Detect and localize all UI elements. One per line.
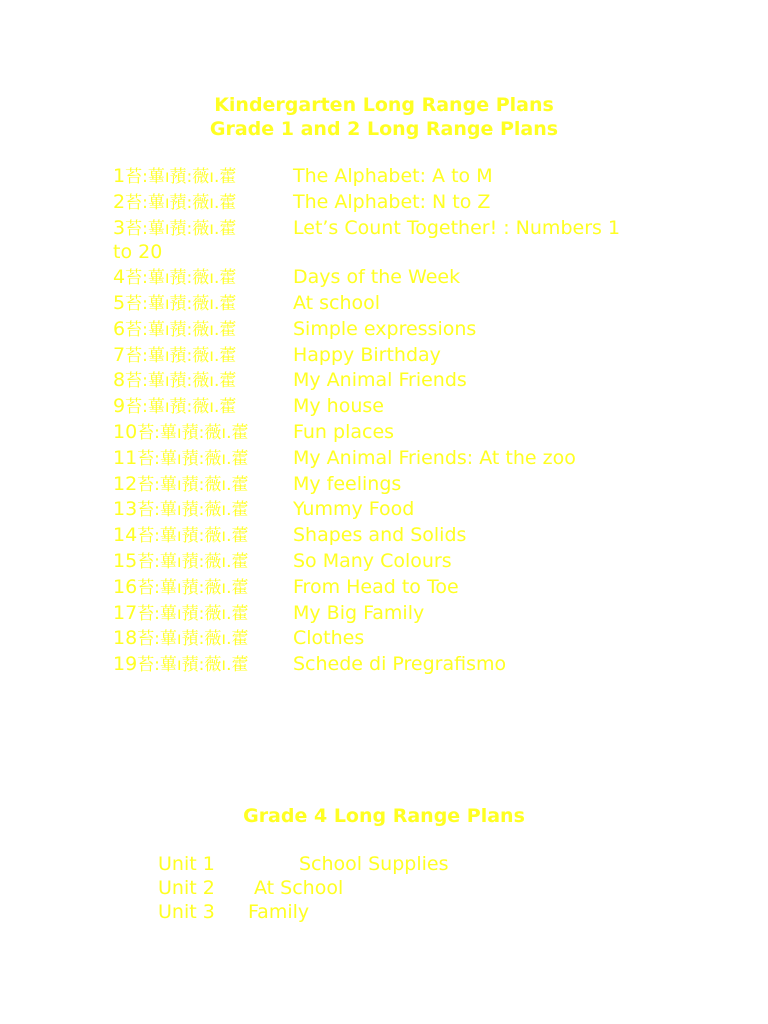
plan-number: 3 [113, 216, 126, 239]
plan-number: 19 [113, 653, 138, 676]
plan-row [113, 368, 653, 394]
plan-topic: Days of the Week [293, 266, 461, 289]
plan-topic: Simple expressions [293, 317, 477, 340]
plan-topic: The Alphabet: A to M [293, 165, 493, 187]
plan-row [113, 317, 653, 343]
plan-number: 16 [113, 575, 138, 598]
plan-garbled-text: 苔:蓽ı蕷:薇ı.藿 [125, 345, 237, 366]
plan-garbled-text: 苔:蓽ı蕷:薇ı.藿 [137, 629, 249, 650]
plan-row [113, 446, 653, 472]
plan-garbled-text: 苔:蓽ı蕷:薇ı.藿 [125, 268, 237, 289]
plan-number: 10 [113, 420, 138, 443]
plan-row [113, 652, 653, 678]
plan-topic: My Animal Friends [293, 369, 467, 392]
plan-topic: My Big Family [293, 601, 425, 624]
plan-garbled-text: 苔:蓽ı蕷:薇ı.藿 [137, 603, 249, 624]
unit-topic: At School [254, 877, 344, 899]
plan-garbled-text: 苔:蓽ı蕷:薇ı.藿 [137, 422, 249, 443]
plan-row [113, 265, 653, 291]
plan-topic: Let’s Count Together! : Numbers 1 to 20 [113, 216, 621, 264]
plan-number: 11 [113, 446, 138, 469]
plan-row [113, 472, 653, 498]
kindergarten-heading: Kindergarten Long Range Plans [214, 94, 554, 116]
unit-label: Unit 3 [158, 901, 215, 923]
plan-number: 7 [113, 343, 126, 366]
plan-number: 1 [113, 165, 126, 187]
plan-garbled-text: 苔:蓽ı蕷:薇ı.藿 [125, 192, 237, 213]
plan-number: 12 [113, 472, 138, 495]
grade4-heading: Grade 4 Long Range Plans [243, 805, 525, 827]
plan-row [113, 291, 653, 317]
plan-number: 8 [113, 369, 126, 392]
unit-topic: Family [248, 901, 310, 923]
plan-row [113, 497, 653, 523]
plan-garbled-text: 苔:蓽ı蕷:薇ı.藿 [125, 167, 237, 187]
plan-number: 13 [113, 498, 138, 521]
plan-number: 2 [113, 190, 126, 213]
plans-list [113, 164, 653, 678]
plan-row [113, 394, 653, 420]
plan-garbled-text: 苔:蓽ı蕷:薇ı.藿 [125, 218, 237, 239]
plan-row [113, 523, 653, 549]
plan-garbled-text: 苔:蓽ı蕷:薇ı.藿 [137, 448, 249, 469]
plan-garbled-text: 苔:蓽ı蕷:薇ı.藿 [125, 371, 237, 392]
plan-garbled-text: 苔:蓽ı蕷:薇ı.藿 [125, 319, 237, 340]
plan-number: 14 [113, 524, 138, 547]
grade12-heading: Grade 1 and 2 Long Range Plans [209, 118, 559, 140]
unit-topic: School Supplies [299, 853, 449, 875]
plan-garbled-text: 苔:蓽ı蕷:薇ı.藿 [137, 474, 249, 495]
plan-garbled-text: 苔:蓽ı蕷:薇ı.藿 [137, 500, 249, 521]
unit-label: Unit 1 [158, 853, 215, 875]
plan-topic: Schede di Pregrafismo [293, 653, 507, 676]
plan-number: 5 [113, 291, 126, 314]
plan-garbled-text: 苔:蓽ı蕷:薇ı.藿 [137, 551, 249, 572]
plan-garbled-text: 苔:蓽ı蕷:薇ı.藿 [137, 577, 249, 598]
plan-number: 6 [113, 317, 126, 340]
plan-topic: Shapes and Solids [293, 524, 467, 547]
plan-topic: So Many Colours [293, 549, 452, 572]
plan-row [113, 420, 653, 446]
plan-topic: My Animal Friends: At the zoo [293, 446, 576, 469]
plan-row [113, 575, 653, 601]
unit-label: Unit 2 [158, 877, 215, 899]
plan-topic: Clothes [293, 627, 365, 650]
plan-topic: Happy Birthday [293, 343, 441, 366]
plan-topic: At school [293, 291, 381, 314]
plan-garbled-text: 苔:蓽ı蕷:薇ı.藿 [137, 526, 249, 547]
plan-row [113, 190, 653, 216]
plan-row [113, 626, 653, 652]
plan-number: 17 [113, 601, 138, 624]
plan-garbled-text: 苔:蓽ı蕷:薇ı.藿 [125, 293, 237, 314]
plan-topic: From Head to Toe [293, 575, 459, 598]
plan-row [113, 343, 653, 369]
plan-topic: The Alphabet: N to Z [293, 190, 491, 213]
plan-garbled-text: 苔:蓽ı蕷:薇ı.藿 [137, 655, 249, 676]
plan-topic: Fun places [293, 420, 395, 443]
plan-topic: My feelings [293, 472, 402, 495]
plan-number: 9 [113, 395, 126, 418]
plan-garbled-text: 苔:蓽ı蕷:薇ı.藿 [125, 397, 237, 418]
plan-row [113, 601, 653, 627]
plan-number: 4 [113, 266, 126, 289]
plan-topic: Yummy Food [293, 498, 415, 521]
plan-row [113, 216, 653, 266]
plan-row [113, 549, 653, 575]
plan-row [113, 164, 653, 190]
plan-number: 18 [113, 627, 138, 650]
plan-number: 15 [113, 549, 138, 572]
plan-topic: My house [293, 395, 384, 418]
